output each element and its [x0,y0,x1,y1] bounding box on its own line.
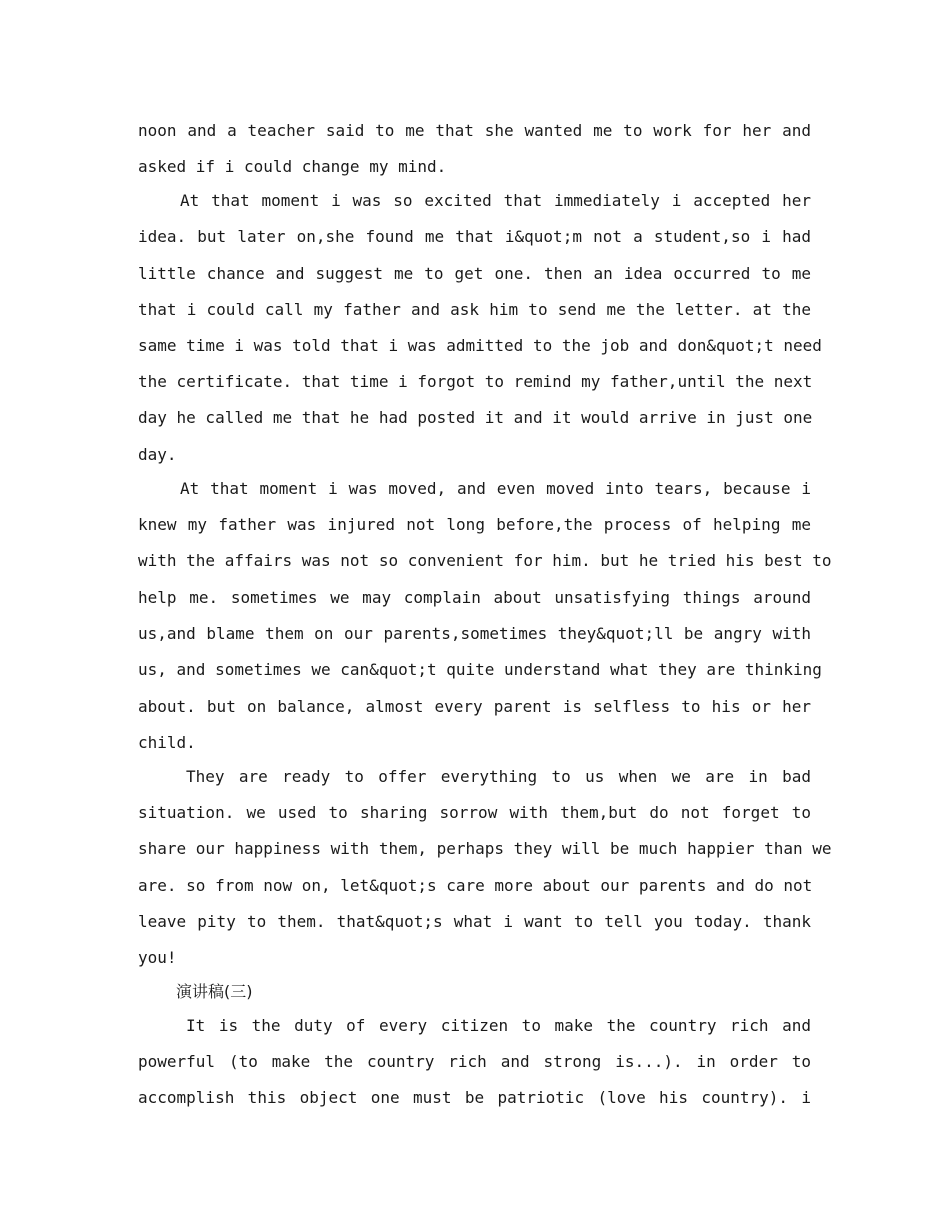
text-line: that i could call my father and ask him to send me the letter. at the [138,300,811,319]
section-heading: 演讲稿(三) [176,982,253,1001]
text-line: the certificate. that time i forgot to remind my father,until the next [138,372,813,391]
text-line: leave pity to them. that&quot;s what i want to tell you today. thank [138,912,811,931]
text-line: At that moment i was so excited that immediately i accepted her [180,191,811,210]
text-line: asked if i could change my mind. [138,157,447,176]
text-line: situation. we used to sharing sorrow with them,but do not forget to [138,803,811,822]
text-line: noon and a teacher said to me that she wanted me to work for her and [138,121,811,140]
text-line: are. so from now on, let&quot;s care more about our parents and do not [138,876,813,895]
text-line: They are ready to offer everything to us when we are in bad [186,767,811,786]
text-line: child. [138,733,196,752]
text-line: little chance and suggest me to get one. then an idea occurred to me [138,264,811,283]
text-line: us,and blame them on our parents,sometimes they&quot;ll be angry with [138,624,811,643]
text-line: It is the duty of every citizen to make the country rich and [186,1016,811,1035]
text-line: help me. sometimes we may complain about unsatisfying things around [138,588,811,607]
text-line: share our happiness with them, perhaps they will be much happier than we [138,839,832,858]
text-line: day he called me that he had posted it and it would arrive in just one [138,408,813,427]
text-line: accomplish this object one must be patriotic (love his country). i [138,1088,811,1107]
text-line: At that moment i was moved, and even moved into tears, because i [180,479,811,498]
text-line: powerful (to make the country rich and strong is...). in order to [138,1052,811,1071]
text-line: us, and sometimes we can&quot;t quite understand what they are thinking [138,660,822,679]
text-line: day. [138,445,177,464]
text-line: idea. but later on,she found me that i&quot;m not a student,so i had [138,227,811,246]
text-line: knew my father was injured not long before,the process of helping me [138,515,811,534]
text-line: same time i was told that i was admitted to the job and don&quot;t need [138,336,822,355]
text-line: with the affairs was not so convenient for him. but he tried his best to [138,551,832,570]
text-line: about. but on balance, almost every parent is selfless to his or her [138,697,811,716]
text-line: you! [138,948,177,967]
